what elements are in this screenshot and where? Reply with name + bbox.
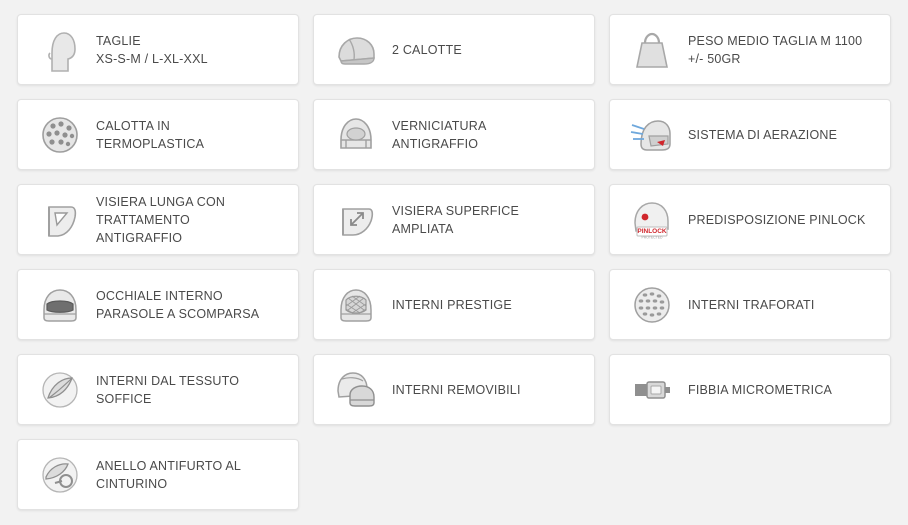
head-sizes-icon [32, 22, 88, 78]
scratch-resistant-paint-icon [328, 107, 384, 163]
pinlock-icon [624, 192, 680, 248]
feature-card-pinlock [609, 184, 891, 255]
feature-card-tessuto-soffice [17, 354, 299, 425]
feature-label: VERNICIATURA ANTIGRAFFIO [392, 118, 487, 151]
feature-label: SISTEMA DI AERAZIONE [688, 127, 838, 142]
feature-label: OCCHIALE INTERNO PARASOLE A SCOMPARSA [96, 288, 260, 321]
antitheft-ring-icon [32, 447, 88, 503]
feature-card-removibili [313, 354, 595, 425]
feature-label: INTERNI DAL TESSUTO SOFFICE [96, 373, 240, 406]
two-shells-icon [328, 22, 384, 78]
feature-label: INTERNI PRESTIGE [392, 297, 512, 312]
feature-label: VISIERA LUNGA CON TRATTAMENTO ANTIGRAFFIO [96, 194, 226, 245]
feature-card-visiera-ampliata [313, 184, 595, 255]
thermoplastic-shell-icon [32, 107, 88, 163]
feature-card-visiera-lunga [17, 184, 299, 255]
micrometric-buckle-icon [624, 362, 680, 418]
soft-fabric-icon [32, 362, 88, 418]
prestige-liner-icon [328, 277, 384, 333]
perforated-liner-icon [624, 277, 680, 333]
feature-label: 2 CALOTTE [392, 42, 462, 57]
feature-card-parasole [17, 269, 299, 340]
feature-label: ANELLO ANTIFURTO AL CINTURINO [96, 458, 242, 491]
feature-card-taglie [17, 14, 299, 85]
feature-card-fibbia [609, 354, 891, 425]
weight-icon [624, 22, 680, 78]
feature-card-anello-antifurto [17, 439, 299, 510]
feature-card-verniciatura [313, 99, 595, 170]
feature-label: PREDISPOSIZIONE PINLOCK [688, 212, 866, 227]
feature-label: VISIERA SUPERFICE AMPLIATA [392, 203, 520, 236]
long-visor-icon [32, 192, 88, 248]
feature-card-termoplastica [17, 99, 299, 170]
feature-label: INTERNI REMOVIBILI [392, 382, 521, 397]
feature-card-aerazione [609, 99, 891, 170]
feature-label: TAGLIE XS-S-M / L-XL-XXL [96, 33, 208, 66]
svg-text:PROTECTED: PROTECTED [641, 235, 663, 239]
feature-card-calotte [313, 14, 595, 85]
feature-label: PESO MEDIO TAGLIA M 1100 +/- 50GR [688, 33, 863, 66]
feature-card-prestige [313, 269, 595, 340]
svg-text:PINLOCK: PINLOCK [637, 227, 667, 235]
removable-liner-icon [328, 362, 384, 418]
feature-label: INTERNI TRAFORATI [688, 297, 815, 312]
wide-visor-icon [328, 192, 384, 248]
sun-visor-icon [32, 277, 88, 333]
feature-card-peso [609, 14, 891, 85]
feature-card-traforati [609, 269, 891, 340]
feature-label: FIBBIA MICROMETRICA [688, 382, 833, 397]
ventilation-icon [624, 107, 680, 163]
feature-label: CALOTTA IN TERMOPLASTICA [96, 118, 205, 151]
